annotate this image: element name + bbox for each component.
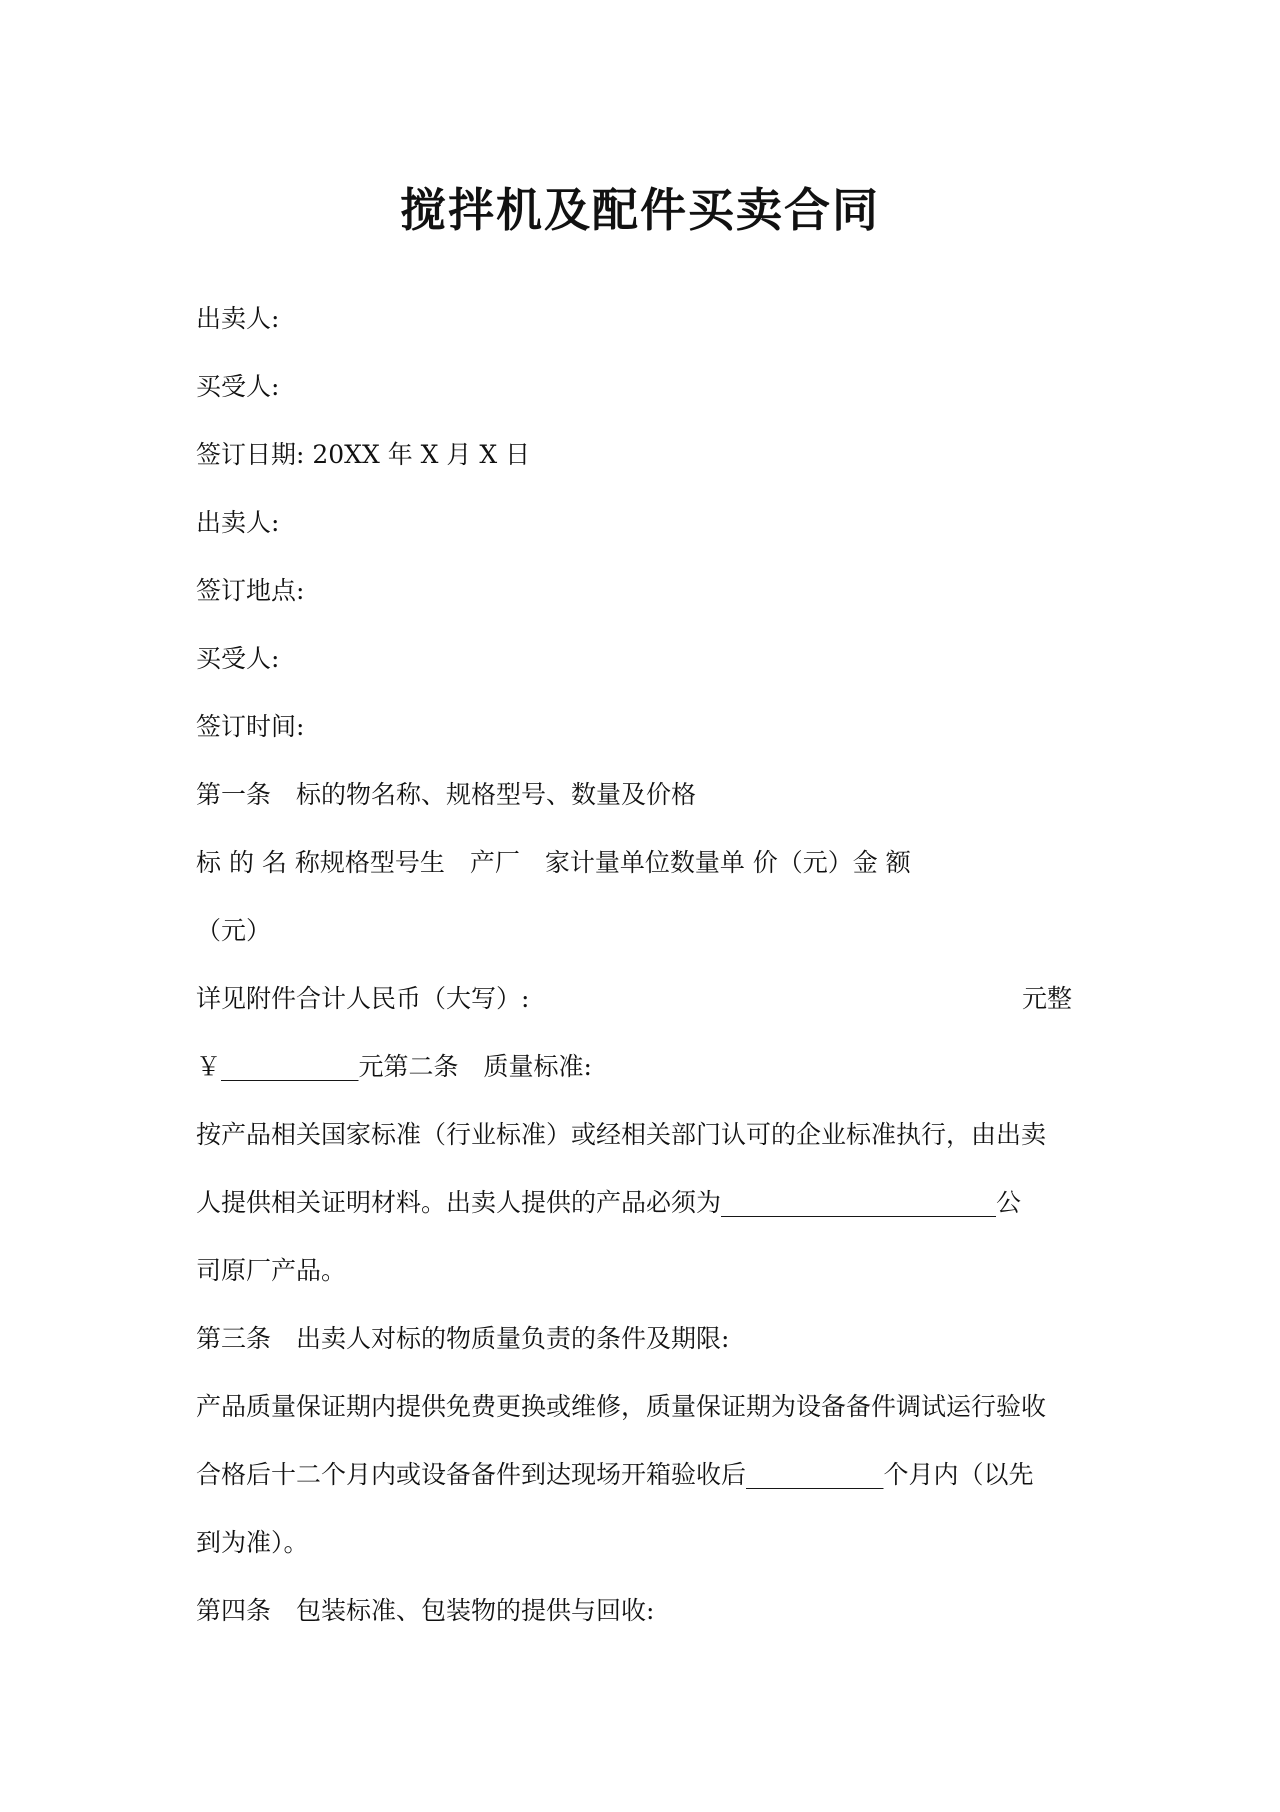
quality-standard-line-2: 人提供相关证明材料。出卖人提供的产品必须为______________________公: [196, 1188, 1022, 1217]
table-header-line: 标 的 名 称规格型号生 产厂 家计量单位数量单 价（元）金 额: [196, 848, 911, 877]
signing-time-line: 签订时间:: [196, 712, 305, 741]
signing-place-line: 签订地点:: [196, 576, 305, 605]
amount-suffix: 元整: [1021, 984, 1072, 1013]
document-title: 搅拌机及配件买卖合同: [400, 183, 880, 237]
warranty-line-3: 到为准）。: [196, 1528, 309, 1557]
quality-standard-line-3: 司原厂产品。: [196, 1256, 347, 1285]
warranty-line-1: 产品质量保证期内提供免费更换或维修，质量保证期为设备备件调试运行验收: [196, 1392, 1047, 1421]
seller-line: 出卖人:: [196, 304, 280, 333]
table-header-continuation: （元）: [196, 916, 272, 945]
article-3-heading: 第三条 出卖人对标的物质量负责的条件及期限:: [196, 1324, 730, 1353]
warranty-line-2: 合格后十二个月内或设备备件到达现场开箱验收后___________个月内（以先: [196, 1460, 1034, 1489]
buyer-line-2: 买受人:: [196, 644, 280, 673]
signing-date-line: 签订日期: 20XX 年 X 月 X 日: [196, 440, 531, 469]
buyer-line: 买受人:: [196, 372, 280, 401]
seller-line-2: 出卖人:: [196, 508, 280, 537]
quality-standard-line-1: 按产品相关国家标准（行业标准）或经相关部门认可的企业标准执行，由出卖: [196, 1120, 1047, 1149]
article-4-heading: 第四条 包装标准、包装物的提供与回收:: [196, 1596, 655, 1625]
article-1-heading: 第一条 标的物名称、规格型号、数量及价格: [196, 780, 697, 809]
yuan-and-article-2-line: ￥___________元第二条 质量标准:: [196, 1052, 592, 1081]
total-amount-line: 详见附件合计人民币（大写）:: [196, 984, 530, 1013]
